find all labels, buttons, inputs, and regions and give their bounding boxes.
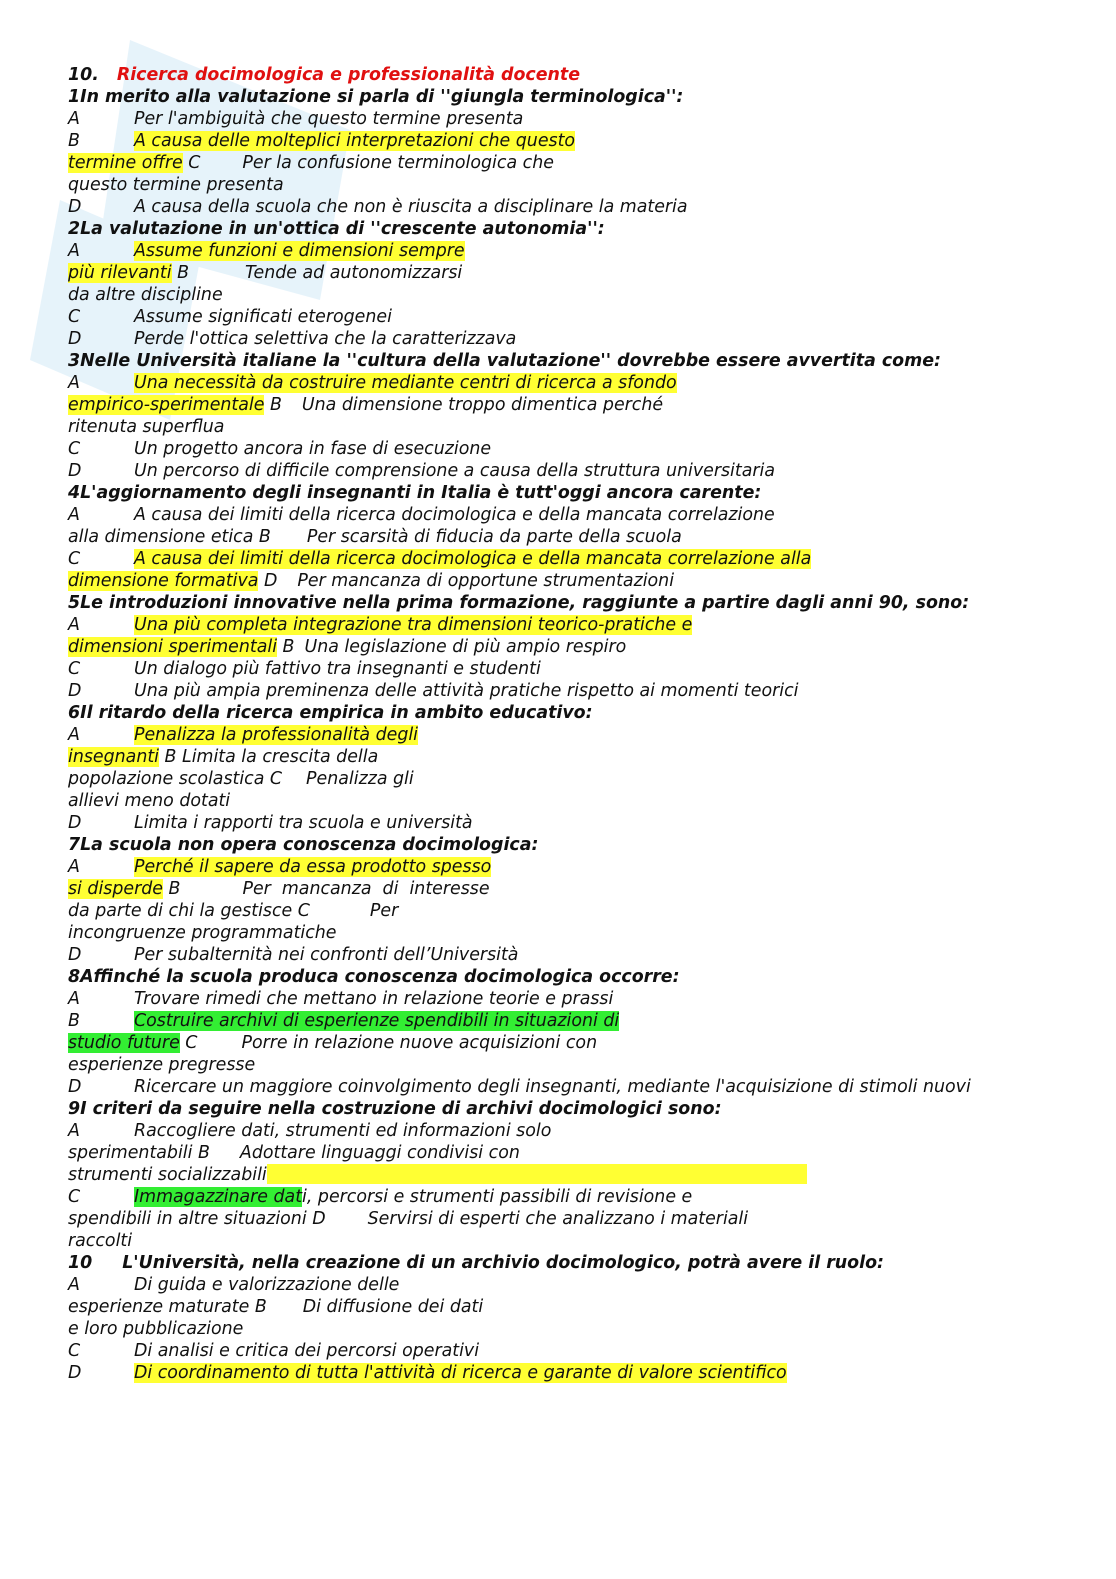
correct-answer-highlight: A causa delle molteplici interpretazioni che questo bbox=[134, 131, 576, 151]
answer-10d: D Di coordinamento di tutta l'attività di ricerca e garante di valore scientifico bbox=[68, 1363, 787, 1383]
answer-5b: dimensioni sperimentali B Una legislazione di più ampio respiro bbox=[68, 637, 627, 657]
question-3: 3Nelle Università italiane la ''cultura della valutazione'' dovrebbe essere avvertita come: bbox=[68, 351, 941, 371]
answer-6a: A Penalizza la professionalità degli bbox=[68, 725, 419, 745]
answer-7b: si disperde B Per mancanza di interesse bbox=[68, 879, 490, 899]
answer-10b-cont: e loro pubblicazione bbox=[68, 1319, 244, 1339]
answer-6c: popolazione scolastica C Penalizza gli bbox=[68, 769, 414, 789]
answer-1d: D A causa della scuola che non è riuscita a disciplinare la materia bbox=[68, 197, 688, 217]
answer-6b: insegnanti B Limita la crescita della bbox=[68, 747, 379, 767]
answer-2d: D Perde l'ottica selettiva che la caratterizzava bbox=[68, 329, 517, 349]
answer-10b: esperienze maturate B Di diffusione dei dati bbox=[68, 1297, 484, 1317]
answer-8c: studio future C Porre in relazione nuove acquisizioni con bbox=[68, 1033, 598, 1053]
document-title bbox=[68, 64, 1068, 86]
answer-2b: più rilevanti B Tende ad autonomizzarsi bbox=[68, 263, 463, 283]
question-1: 1In merito alla valutazione si parla di ''giungla terminologica'': bbox=[68, 87, 684, 107]
highlight-bar bbox=[267, 1164, 807, 1184]
answer-5a: A Una più completa integrazione tra dimensioni teorico-pratiche e bbox=[68, 615, 693, 635]
answer-4a: A A causa dei limiti della ricerca docimologica e della mancata correlazione bbox=[68, 505, 775, 525]
title-number: 10. bbox=[68, 65, 99, 85]
question-4: 4L'aggiornamento degli insegnanti in Italia è tutt'oggi ancora carente: bbox=[68, 483, 762, 503]
question-6: 6Il ritardo della ricerca empirica in ambito educativo: bbox=[68, 703, 593, 723]
answer-6d: D Limita i rapporti tra scuola e università bbox=[68, 813, 473, 833]
answer-7c-cont: incongruenze programmatiche bbox=[68, 923, 337, 943]
answer-9b: sperimentabili B Adottare linguaggi condivisi con bbox=[68, 1143, 520, 1163]
answer-3c: C Un progetto ancora in fase di esecuzione bbox=[68, 439, 492, 459]
answer-10a: A Di guida e valorizzazione delle bbox=[68, 1275, 400, 1295]
question-2: 2La valutazione in un'ottica di ''crescente autonomia'': bbox=[68, 219, 605, 239]
answer-4b: alla dimensione etica B Per scarsità di fiducia da parte della scuola bbox=[68, 527, 682, 547]
answer-1a: A Per l'ambiguità che questo termine presenta bbox=[68, 109, 524, 129]
answer-9c: C Immagazzinare dati, percorsi e strumenti passibili di revisione e bbox=[68, 1187, 693, 1207]
answer-8b: B Costruire archivi di esperienze spendibili in situazioni di bbox=[68, 1011, 620, 1031]
answer-7c: da parte di chi la gestisce C Per bbox=[68, 901, 399, 921]
answer-2c: C Assume significati eterogenei bbox=[68, 307, 392, 327]
answer-9d-cont: raccolti bbox=[68, 1231, 133, 1251]
answer-3a: A Una necessità da costruire mediante centri di ricerca a sfondo bbox=[68, 373, 677, 393]
answer-9d: spendibili in altre situazioni D Servirsi di esperti che analizzano i materiali bbox=[68, 1209, 749, 1229]
answer-1c-cont: questo termine presenta bbox=[68, 175, 284, 195]
answer-8c-cont: esperienze pregresse bbox=[68, 1055, 256, 1075]
answer-5d: D Una più ampia preminenza delle attività pratiche rispetto ai momenti teorici bbox=[68, 681, 799, 701]
answer-3b-cont: ritenuta superflua bbox=[68, 417, 225, 437]
answer-2b-cont: da altre discipline bbox=[68, 285, 223, 305]
answer-3b: empirico-sperimentale B Una dimensione troppo dimentica perché bbox=[68, 395, 664, 415]
answer-2a: A Assume funzioni e dimensioni sempre bbox=[68, 241, 465, 261]
answer-8a: A Trovare rimedi che mettano in relazione teorie e prassi bbox=[68, 989, 614, 1009]
answer-7d: D Per subalternità nei confronti dell’Università bbox=[68, 945, 519, 965]
question-9: 9I criteri da seguire nella costruzione di archivi docimologici sono: bbox=[68, 1099, 722, 1119]
title-text: Ricerca docimologica e professionalità docente bbox=[116, 65, 581, 85]
answer-5c: C Un dialogo più fattivo tra insegnanti e studenti bbox=[68, 659, 541, 679]
question-8: 8Affinché la scuola produca conoscenza docimologica occorre: bbox=[68, 967, 680, 987]
question-5: 5Le introduzioni innovative nella prima formazione, raggiunte a partire dagli anni 90, sono: bbox=[68, 593, 970, 613]
answer-3d: D Un percorso di difficile comprensione a causa della struttura universitaria bbox=[68, 461, 776, 481]
answer-9a: A Raccogliere dati, strumenti ed informazioni solo bbox=[68, 1121, 552, 1141]
question-10: 10 L'Università, nella creazione di un archivio docimologico, potrà avere il ruolo: bbox=[68, 1253, 884, 1273]
answer-4d: dimensione formativa D Per mancanza di opportune strumentazioni bbox=[68, 571, 675, 591]
answer-7a: A Perché il sapere da essa prodotto spesso bbox=[68, 857, 492, 877]
question-7: 7La scuola non opera conoscenza docimologica: bbox=[68, 835, 539, 855]
answer-6c-cont: allievi meno dotati bbox=[68, 791, 231, 811]
answer-8d: D Ricercare un maggiore coinvolgimento degli insegnanti, mediante l'acquisizione di stimoli nuovi bbox=[68, 1077, 971, 1097]
answer-1c: termine offre C Per la confusione terminologica che bbox=[68, 153, 554, 173]
answer-10c: C Di analisi e critica dei percorsi operativi bbox=[68, 1341, 480, 1361]
document-body bbox=[68, 64, 1068, 1384]
answer-9b-cont: strumenti socializzabili bbox=[68, 1164, 1068, 1186]
answer-4c: C A causa dei limiti della ricerca docimologica e della mancata correlazione alla bbox=[68, 549, 812, 569]
answer-1b: B A causa delle molteplici interpretazioni che questo bbox=[68, 131, 576, 151]
